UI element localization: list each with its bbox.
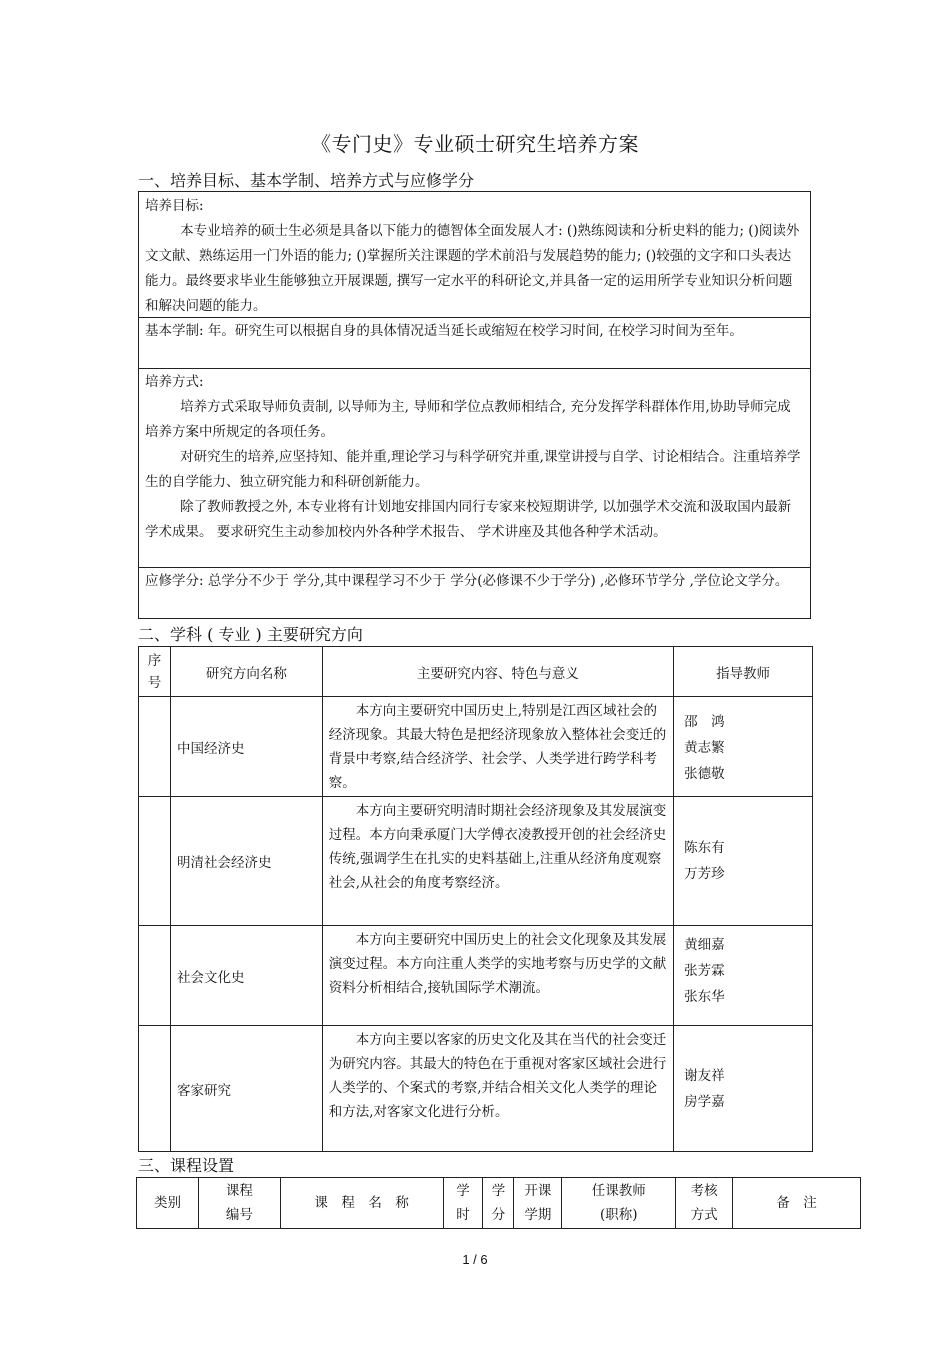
header-note: 备 注 xyxy=(733,1178,861,1229)
row-content: 本方向主要研究明清时期社会经济现象及其发展演变过程。本方向秉承厦门大学傅衣凌教授开创的社会经济史传统,强调学生在扎实的史料基础上,注重从经济角度观察社会,从社会的角度考察经济。 xyxy=(322,797,673,926)
row-name: 社会文化史 xyxy=(170,926,322,1026)
row-teachers: 谢友祥 房学嘉 xyxy=(674,1026,813,1152)
row-content: 本方向主要以客家的历史文化及其在当代的社会变迁为研究内容。其最大的特色在于重视对客家区域社会进行人类学的、个案式的考察,并结合相关文化人类学的理论和方法,对客家文化进行分析。 xyxy=(322,1026,673,1152)
row-no xyxy=(139,926,171,1026)
duration-text: 基本学制: 年。研究生可以根据自身的具体情况适当延长或缩短在校学习时间, 在校学习时间为至年。 xyxy=(145,323,743,339)
mode-paragraph-3: 除了教师教授之外, 本专业将有计划地安排国内同行专家来校短期讲学, 以加强学术交流和汲取国内最新学术成果。 要求研究生主动参加校内外各种学术报告、 学术讲座及其他各种学术活动。 xyxy=(145,499,792,540)
table-row xyxy=(139,1026,813,1152)
header-content: 主要研究内容、特色与意义 xyxy=(322,647,673,697)
row-no xyxy=(139,697,171,797)
row-teachers: 黄细嘉 张芳霖 张东华 xyxy=(674,926,813,1026)
duration-box xyxy=(138,317,811,369)
table-header-row xyxy=(139,647,813,697)
row-teachers: 邵 鸿 黄志繁 张德敬 xyxy=(674,697,813,797)
credits-box xyxy=(138,567,811,619)
section1-heading: 一、培养目标、基本学制、培养方式与应修学分 xyxy=(138,171,475,190)
header-hours: 学 时 xyxy=(443,1178,483,1229)
row-no xyxy=(139,797,171,926)
table-row xyxy=(139,697,813,797)
table-row xyxy=(139,797,813,926)
table-row xyxy=(139,926,813,1026)
row-content: 本方向主要研究中国历史上,特别是江西区域社会的经济现象。其最大特色是把经济现象放入整体社会变迁的背景中考察,结合经济学、社会学、人类学进行跨学科考察。 xyxy=(322,697,673,797)
header-no: 序号 xyxy=(139,647,171,697)
goal-box xyxy=(138,191,811,318)
credits-text: 应修学分: 总学分不少于 学分,其中课程学习不少于 学分(必修课不少于学分) ,必修环节学分 ,学位论文学分。 xyxy=(145,573,789,589)
row-name: 中国经济史 xyxy=(170,697,322,797)
row-name: 客家研究 xyxy=(170,1026,322,1152)
section3-heading: 三、课程设置 xyxy=(138,1156,235,1175)
header-course-name: 课 程 名 称 xyxy=(280,1178,443,1229)
row-no xyxy=(139,1026,171,1152)
goal-label: 培养目标: xyxy=(145,198,204,214)
row-name: 明清社会经济史 xyxy=(170,797,322,926)
row-content: 本方向主要研究中国历史上的社会文化现象及其发展演变过程。本方向注重人类学的实地考察与历史学的文献资料分析相结合,接轨国际学术潮流。 xyxy=(322,926,673,1026)
page-number: 1 / 6 xyxy=(462,1252,488,1267)
page-title: 《专门史》专业硕士研究生培养方案 xyxy=(311,132,639,156)
mode-box xyxy=(138,368,811,568)
header-teacher: 指导教师 xyxy=(674,647,813,697)
header-name: 研究方向名称 xyxy=(170,647,322,697)
header-teacher: 任课教师 (职称) xyxy=(562,1178,676,1229)
header-term: 开课 学期 xyxy=(514,1178,562,1229)
header-code: 课程 编号 xyxy=(198,1178,280,1229)
header-exam: 考核 方式 xyxy=(676,1178,733,1229)
mode-paragraph-2: 对研究生的培养,应坚持知、能并重,理论学习与科学研究并重,课堂讲授与自学、讨论相结合。注重培养学生的自学能力、独立研究能力和科研创新能力。 xyxy=(145,449,801,490)
section2-heading: 二、学科 ( 专业 ) 主要研究方向 xyxy=(138,625,363,644)
row-teachers: 陈东有 万芳珍 xyxy=(674,797,813,926)
research-directions-table xyxy=(138,646,813,1152)
header-credits: 学 分 xyxy=(483,1178,514,1229)
mode-label: 培养方式: xyxy=(145,374,204,390)
course-table-header xyxy=(137,1178,861,1229)
header-category: 类别 xyxy=(137,1178,199,1229)
mode-paragraph-1: 培养方式采取导师负责制, 以导师为主, 导师和学位点教师相结合, 充分发挥学科群体作用,协助导师完成培养方案中所规定的各项任务。 xyxy=(145,399,791,440)
course-table xyxy=(136,1177,861,1229)
goal-text: 本专业培养的硕士生必须是具备以下能力的德智体全面发展人才: ()熟练阅读和分析史料的能力; ()阅读外文文献、熟练运用一门外语的能力; ()掌握所关注课题的学术前沿与发展趋势的能力; ()较强的文字和口头表达能力。最终要求毕业生能够独立开展课题, 撰写一定水平的科研论文,并具备一定的运用所学专业知识分析问题和解决问题的能力。 xyxy=(145,223,800,314)
